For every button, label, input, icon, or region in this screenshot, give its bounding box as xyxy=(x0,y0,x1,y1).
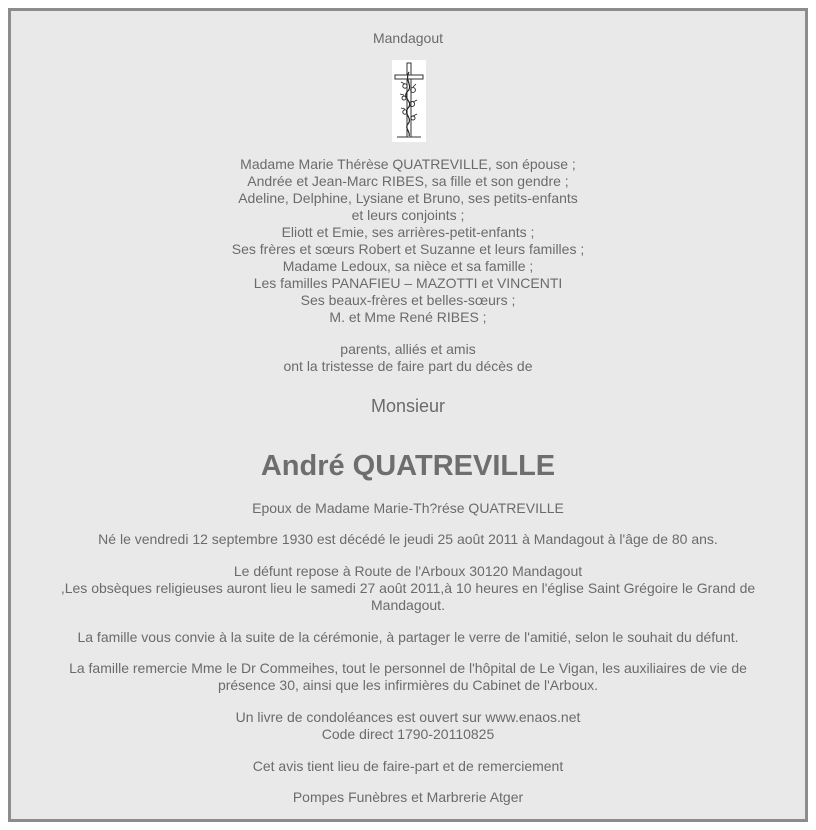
family-line: Madame Marie Thérèse QUATREVILLE, son épouse ; xyxy=(240,156,576,172)
condolences-info xyxy=(41,709,775,743)
code-line: Code direct 1790-20110825 xyxy=(321,726,495,742)
closing-line: Cet avis tient lieu de faire-part et de remerciement xyxy=(252,758,564,774)
family-line: Adeline, Delphine, Lysiane et Bruno, ses petits-enfants xyxy=(238,190,578,206)
cross-icon xyxy=(392,60,426,142)
invitation-line: La famille vous convie à la suite de la cérémonie, à partager le verre de l'amitié, selon le souhait du défunt. xyxy=(77,629,739,645)
spouse-line: Epoux de Madame Marie-Th?rése QUATREVILLE xyxy=(252,500,564,516)
deceased-name: André QUATREVILLE xyxy=(260,450,556,482)
family-line: Andrée et Jean-Marc RIBES, sa fille et son gendre ; xyxy=(247,173,569,189)
family-line: Eliott et Emie, ses arrières-petit-enfants ; xyxy=(281,224,535,240)
family-line: Ses frères et sœurs Robert et Suzanne et leurs familles ; xyxy=(231,241,585,257)
thanks-line: La famille remercie Mme le Dr Commeihes, tout le personnel de l'hôpital de Le Vigan, les auxiliaires de vie de présence 30, ainsi que les infirmières du Cabinet de l'Arboux. xyxy=(69,660,747,693)
intro-text xyxy=(11,341,805,375)
obituary-notice xyxy=(8,8,808,822)
town-name: Mandagout xyxy=(372,30,444,46)
family-line: Madame Ledoux, sa nièce et sa famille ; xyxy=(282,258,534,274)
rest-place-line: Le défunt repose à Route de l'Arboux 30120 Mandagout xyxy=(233,563,583,579)
funeral-details xyxy=(41,563,775,614)
family-line: Ses beaux-frères et belles-sœurs ; xyxy=(300,292,516,308)
ceremony-line: ,Les obsèques religieuses auront lieu le samedi 27 août 2011,à 10 heures en l'église Saint Grégoire le Grand de Mandagout. xyxy=(60,580,756,613)
dates-line: Né le vendredi 12 septembre 1930 est décédé le jeudi 25 août 2011 à Mandagout à l'âge de 80 ans. xyxy=(98,531,718,547)
intro-line: parents, alliés et amis xyxy=(340,341,476,357)
intro-line: ont la tristesse de faire part du décès de xyxy=(283,358,533,374)
funeral-home: Pompes Funèbres et Marbrerie Atger xyxy=(292,789,524,805)
deceased-title: Monsieur xyxy=(370,396,446,416)
condolences-line: Un livre de condoléances est ouvert sur www.enaos.net xyxy=(235,709,581,725)
family-line: M. et Mme René RIBES ; xyxy=(329,309,487,325)
family-list xyxy=(11,156,805,326)
family-line: Les familles PANAFIEU – MAZOTTI et VINCENTI xyxy=(253,275,563,291)
family-line: et leurs conjoints ; xyxy=(351,207,465,223)
